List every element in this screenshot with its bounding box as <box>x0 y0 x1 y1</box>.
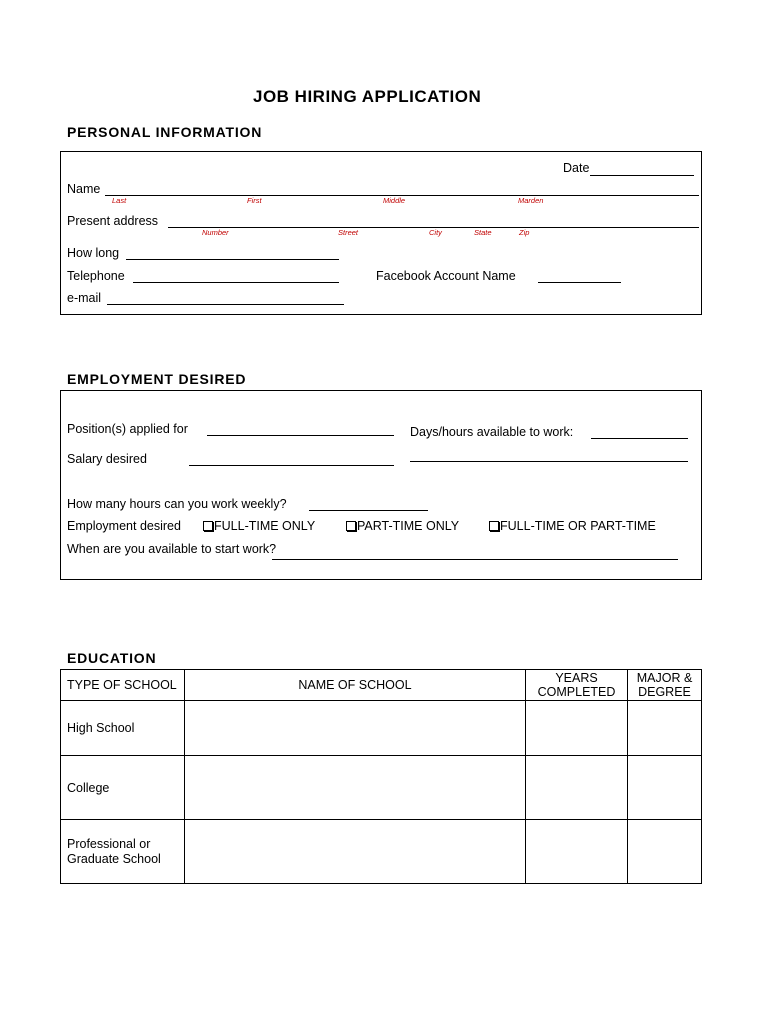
checkbox-icon[interactable] <box>203 521 213 531</box>
education-header-row <box>61 670 702 701</box>
checkbox-icon[interactable] <box>489 521 499 531</box>
option-full-or-part-time[interactable]: FULL-TIME OR PART-TIME <box>489 519 656 533</box>
hours-label: How many hours can you work weekly? <box>67 497 287 511</box>
education-heading: EDUCATION <box>67 650 157 666</box>
col-years-completed: YEARS COMPLETED <box>526 670 628 701</box>
school-name-cell[interactable] <box>184 820 525 884</box>
option-full-time[interactable]: FULL-TIME ONLY <box>203 519 315 533</box>
days-label: Days/hours available to work: <box>410 425 574 439</box>
position-field[interactable] <box>207 435 394 436</box>
employment-desired-label: Employment desired <box>67 519 181 533</box>
hours-field[interactable] <box>309 510 428 511</box>
years-cell[interactable] <box>526 820 628 884</box>
table-row <box>61 701 702 756</box>
school-name-cell[interactable] <box>184 756 525 820</box>
table-row <box>61 820 702 884</box>
employment-section <box>60 390 702 580</box>
personal-section <box>60 151 702 315</box>
option-part-time[interactable]: PART-TIME ONLY <box>346 519 459 533</box>
address-sub-zip: Zip <box>519 228 530 237</box>
address-label: Present address <box>67 214 159 228</box>
major-cell[interactable] <box>628 820 702 884</box>
checkbox-icon[interactable] <box>346 521 356 531</box>
date-field[interactable] <box>590 175 694 176</box>
telephone-field[interactable] <box>133 282 339 283</box>
address-sub-city: City <box>429 228 442 237</box>
email-label: e-mail <box>67 291 102 305</box>
name-sub-first: First <box>247 196 262 205</box>
how-long-field[interactable] <box>126 259 339 260</box>
name-sub-middle: Middle <box>383 196 406 205</box>
how-long-label: How long <box>67 246 120 260</box>
education-table <box>60 669 702 884</box>
salary-field[interactable] <box>189 465 394 466</box>
telephone-label: Telephone <box>67 269 125 283</box>
employment-heading: EMPLOYMENT DESIRED <box>67 371 247 387</box>
address-sub-street: Street <box>338 228 359 237</box>
address-sub-number: Number <box>202 228 229 237</box>
name-sub-last: Last <box>112 196 127 205</box>
address-sub-state: State <box>474 228 492 237</box>
table-row <box>61 756 702 820</box>
col-major-degree: MAJOR & DEGREE <box>628 670 702 701</box>
col-name-of-school: NAME OF SCHOOL <box>184 670 525 701</box>
years-cell[interactable] <box>526 701 628 756</box>
major-cell[interactable] <box>628 701 702 756</box>
years-cell[interactable] <box>526 756 628 820</box>
facebook-label: Facebook Account Name <box>376 269 516 283</box>
email-field[interactable] <box>107 304 344 305</box>
row-label-high-school: High School <box>61 701 185 756</box>
name-label: Name <box>67 182 101 196</box>
row-label-college: College <box>61 756 185 820</box>
date-label: Date <box>563 161 590 175</box>
major-cell[interactable] <box>628 756 702 820</box>
position-label: Position(s) applied for <box>67 422 188 436</box>
school-name-cell[interactable] <box>184 701 525 756</box>
start-label: When are you available to start work? <box>67 542 277 556</box>
name-sub-maiden: Marden <box>518 196 544 205</box>
col-type-of-school: TYPE OF SCHOOL <box>61 670 185 701</box>
days-field-continued[interactable] <box>410 461 688 462</box>
salary-label: Salary desired <box>67 452 147 466</box>
days-field[interactable] <box>591 438 688 439</box>
facebook-field[interactable] <box>538 282 621 283</box>
personal-heading: PERSONAL INFORMATION <box>67 124 263 140</box>
start-field[interactable] <box>272 559 678 560</box>
page-title: JOB HIRING APPLICATION <box>253 87 482 106</box>
row-label-graduate-school: Professional or Graduate School <box>61 820 185 884</box>
